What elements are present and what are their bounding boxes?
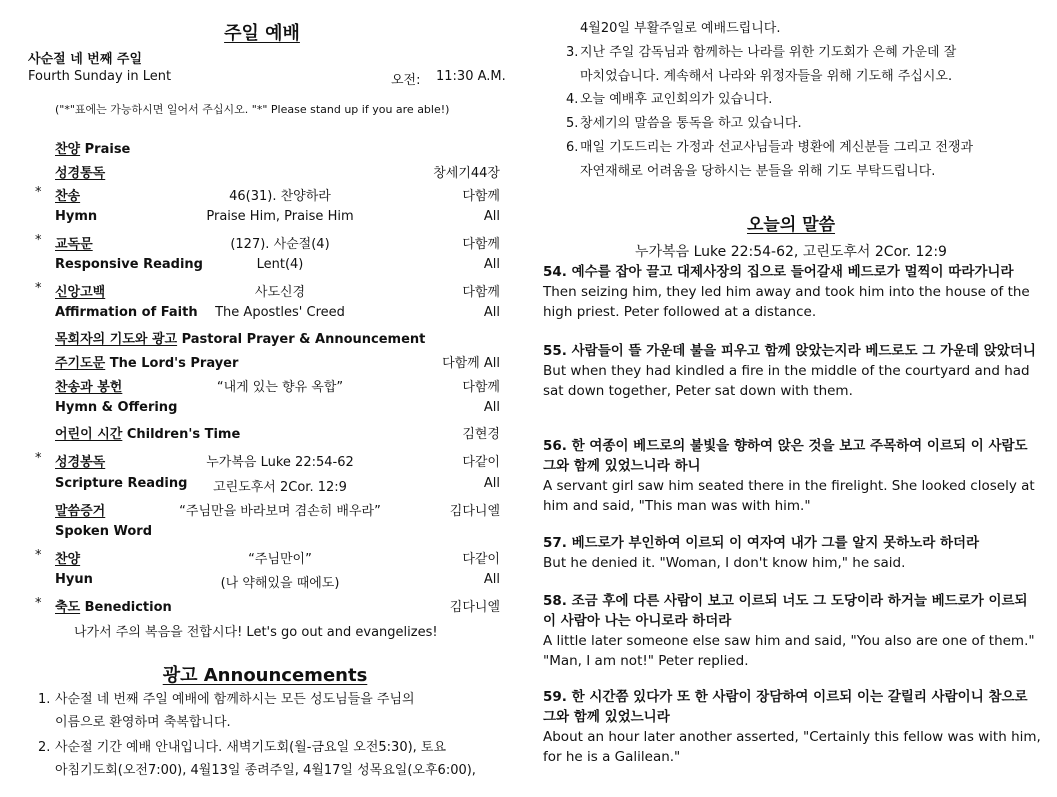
order-item-detail: “내게 있는 향유 옥합”: [216, 380, 344, 395]
order-item-detail: “주님만을 바라보며 겸손히 배우라”: [179, 504, 381, 519]
order-item-detail: 46(31). 찬양하라: [229, 189, 331, 204]
verse-korean: 56. 한 여종이 베드로의 불빛을 향하여 앉은 것을 보고 주목하여 이르되 이 사람도 그와 함께 있었느니라 하니: [543, 438, 1028, 474]
scripture-verse: [543, 687, 1043, 767]
order-item-leader: 다함께: [462, 285, 500, 300]
order-item-label: [55, 352, 238, 371]
order-item-row: [0, 423, 520, 445]
order-item-detail: 누가복음 Luke 22:54-62: [206, 455, 354, 470]
order-item-leader: All: [483, 476, 500, 491]
order-item-row: [0, 524, 520, 546]
order-item-label: [55, 400, 177, 415]
order-item-label-english: Pastoral Prayer & Announcement: [177, 332, 426, 347]
order-item-leader: All: [483, 209, 500, 224]
order-item-label-korean: 신앙고백: [55, 285, 106, 300]
order-item-label-english: Praise: [80, 142, 131, 157]
order-item-label: [55, 572, 93, 587]
order-item-row: [0, 233, 520, 255]
service-time-label: 오전:: [391, 73, 421, 88]
order-item-row: [0, 548, 520, 570]
order-item-row: [0, 305, 520, 327]
verse-english: A servant girl saw him seated there in the firelight. She looked closely at him and said, "This man was with him.": [543, 478, 1035, 514]
order-item-leader: 다함께 All: [442, 356, 500, 371]
order-item-detail: “주님만이”: [248, 552, 312, 567]
order-item-label: [55, 328, 425, 347]
verse-english: About an hour later another asserted, "Certainly this fellow was with him, for he is a Galilean.": [543, 729, 1041, 765]
order-item-label-english: Children's Time: [122, 427, 241, 442]
order-item-label-korean: 찬송과 봉헌: [55, 380, 123, 395]
announcement-item: 2. 사순절 기간 예배 안내입니다. 새벽기도회(월-금요일 오전5:30), 토요 아침기도회(오전7:00), 4월13일 종려주일, 4월17일 성목요일(오후6:00),: [38, 740, 476, 778]
service-title: 주일 예배: [224, 23, 300, 44]
verse-english: But when they had kindled a fire in the middle of the courtyard and had sat down together, Peter sat down with them.: [543, 363, 1030, 399]
order-item-detail: 고린도후서 2Cor. 12:9: [213, 480, 347, 495]
order-item-label-korean: 목회자의 기도와 광고: [55, 332, 178, 347]
order-item-label-english: The Lord's Prayer: [105, 356, 239, 371]
order-item-label-english: Hyun: [55, 572, 93, 587]
order-item-label: [55, 281, 105, 300]
order-item-detail: Lent(4): [256, 257, 304, 272]
order-item-label-korean: 성경통독: [55, 166, 106, 181]
order-item-leader: All: [483, 305, 500, 320]
scripture-verse: [543, 533, 1043, 573]
order-item-row: [0, 162, 520, 184]
order-item-label-english: Affirmation of Faith: [55, 305, 198, 320]
scripture-verse: [543, 591, 1043, 671]
order-item-detail: Praise Him, Praise Him: [206, 209, 354, 224]
order-item-row: [0, 138, 520, 160]
sermon-references: 누가복음 Luke 22:54-62, 고린도후서 2Cor. 12:9: [635, 244, 947, 260]
order-item-label: [55, 305, 198, 320]
order-item-row: [0, 476, 520, 498]
order-item-detail: 사도신경: [254, 285, 306, 300]
stand-marker: *: [35, 596, 42, 611]
order-item-leader: 창세기44장: [433, 166, 500, 181]
order-item-label: [55, 209, 97, 224]
stand-marker: *: [35, 233, 42, 248]
order-item-leader: 다함께: [462, 189, 500, 204]
order-item-label-korean: 찬양: [55, 142, 81, 157]
order-item-label-korean: 교독문: [55, 237, 93, 252]
stand-marker: *: [35, 451, 42, 466]
order-item-label: [55, 233, 93, 252]
order-item-row: [0, 376, 520, 398]
announcements-and-scripture-column: [528, 0, 1057, 797]
verse-korean: 57. 베드로가 부인하여 이르되 이 여자여 내가 그를 알지 못하노라 하더라: [543, 535, 980, 551]
order-item-row: [0, 400, 520, 422]
order-item-leader: All: [483, 572, 500, 587]
order-item-leader: All: [483, 400, 500, 415]
order-item-label-english: Benediction: [80, 600, 172, 615]
order-item-row: [0, 451, 520, 473]
verse-korean: 54. 예수를 잡아 끌고 대제사장의 집으로 들어갈새 베드로가 멀찍이 따라가니라: [543, 264, 1014, 280]
sending-line: 나가서 주의 복음을 전합시다! Let's go out and evangelizes!: [74, 625, 438, 640]
verse-english: Then seizing him, they led him away and took him into the house of the high priest. Peter followed at a distance.: [543, 284, 1030, 320]
announcement-item: 3. 지난 주일 감독님과 함께하는 나라를 위한 기도회가 은혜 가운데 잘 마치었습니다. 계속해서 나라와 위정자들을 위해 기도해 주십시오.: [566, 45, 957, 84]
order-item-label: [55, 257, 203, 272]
order-item-row: [0, 257, 520, 279]
order-item-leader: 다함께: [462, 237, 500, 252]
order-item-label-english: Hymn: [55, 209, 98, 224]
verse-korean: 58. 조금 후에 다른 사람이 보고 이르되 너도 그 도당이라 하거늘 베드로가 이르되 이 사람아 나는 아니로라 하더라: [543, 593, 1028, 629]
order-item-label-korean: 찬송: [55, 189, 81, 204]
announcement-item: 1. 사순절 네 번째 주일 예배에 함께하시는 모든 성도님들을 주님의 이름으로 환영하며 축복합니다.: [38, 692, 415, 730]
order-item-leader: 다같이: [462, 455, 500, 470]
stand-marker: *: [35, 281, 42, 296]
order-item-label: [55, 376, 122, 395]
order-item-row: [0, 352, 520, 374]
order-item-label-korean: 말씀증거: [55, 504, 106, 519]
order-item-leader: All: [483, 257, 500, 272]
order-item-label: [55, 476, 187, 491]
order-item-label: [55, 500, 105, 519]
announcement-item: 6. 매일 기도드리는 가정과 선교사님들과 병환에 계신분들 그리고 전쟁과 자연재해로 어려움을 당하시는 분들을 위해 기도 부탁드립니다.: [566, 140, 974, 179]
order-item-label-korean: 성경봉독: [55, 455, 106, 470]
order-item-leader: 다같이: [462, 552, 500, 567]
order-item-row: [0, 500, 520, 522]
order-item-leader: 김현경: [462, 427, 500, 442]
order-item-row: [0, 596, 520, 618]
order-item-label-korean: 찬양: [55, 552, 81, 567]
scripture-verse: [543, 262, 1043, 322]
order-item-label: [55, 162, 105, 181]
order-item-label-english: Hymn & Offering: [55, 400, 178, 415]
order-of-worship-column: [0, 0, 520, 797]
order-item-label-english: Scripture Reading: [55, 476, 188, 491]
order-item-row: [0, 328, 520, 350]
order-item-label-english: Spoken Word: [55, 524, 153, 539]
verse-english: But he denied it. "Woman, I don't know him," he said.: [543, 555, 906, 571]
order-item-label: [55, 548, 80, 567]
service-time: 11:30 A.M.: [436, 69, 506, 84]
order-item-label: [55, 423, 240, 442]
order-item-label-english: Responsive Reading: [55, 257, 203, 272]
subtitle-english: Fourth Sunday in Lent: [28, 69, 172, 84]
announcement-item: 5. 창세기의 말씀을 통독을 하고 있습니다.: [566, 116, 802, 131]
scripture-verse: [543, 341, 1043, 401]
announcement-item: 4. 오늘 예배후 교인회의가 있습니다.: [566, 92, 773, 107]
verse-korean: 55. 사람들이 뜰 가운데 불을 피우고 함께 앉았는지라 베드로도 그 가운데 앉았더니: [543, 343, 1036, 359]
stand-marker: *: [35, 548, 42, 563]
order-item-row: [0, 572, 520, 594]
order-item-detail: The Apostles' Creed: [215, 305, 345, 320]
announcement-continuation: 4월20일 부활주일로 예배드립니다.: [580, 21, 781, 36]
subtitle-korean: 사순절 네 번째 주일: [28, 52, 143, 67]
order-item-row: [0, 209, 520, 231]
scripture-verse: [543, 436, 1043, 516]
verse-korean: 59. 한 시간쯤 있다가 또 한 사람이 장담하여 이르되 이는 갈릴리 사람이니 참으로 그와 함께 있었느니라: [543, 689, 1028, 725]
order-item-leader: 다함께: [462, 380, 500, 395]
sermon-title: 오늘의 말씀: [746, 215, 836, 235]
order-item-label: [55, 185, 80, 204]
order-item-detail: (나 약해있을 때에도): [220, 576, 340, 591]
order-item-leader: 김다니엘: [449, 600, 500, 615]
order-item-detail: (127). 사순절(4): [230, 237, 330, 252]
order-item-row: [0, 281, 520, 303]
order-item-label: [55, 138, 130, 157]
announcements-title: 광고 Announcements: [162, 665, 368, 686]
order-item-label: [55, 524, 152, 539]
verse-english: A little later someone else saw him and said, "You also are one of them." "Man, I am not!" Peter replied.: [543, 633, 1035, 669]
stand-marker: *: [35, 185, 42, 200]
stand-note: ("*"표에는 가능하시면 일어서 주십시오. "*" Please stand up if you are able!): [55, 103, 450, 116]
order-item-label: [55, 451, 105, 470]
order-item-label-korean: 주기도문: [55, 356, 106, 371]
order-item-label-korean: 어린이 시간: [55, 427, 123, 442]
order-item-label: [55, 596, 172, 615]
order-item-label-korean: 축도: [55, 600, 81, 615]
order-item-row: [0, 185, 520, 207]
order-item-leader: 김다니엘: [449, 504, 500, 519]
